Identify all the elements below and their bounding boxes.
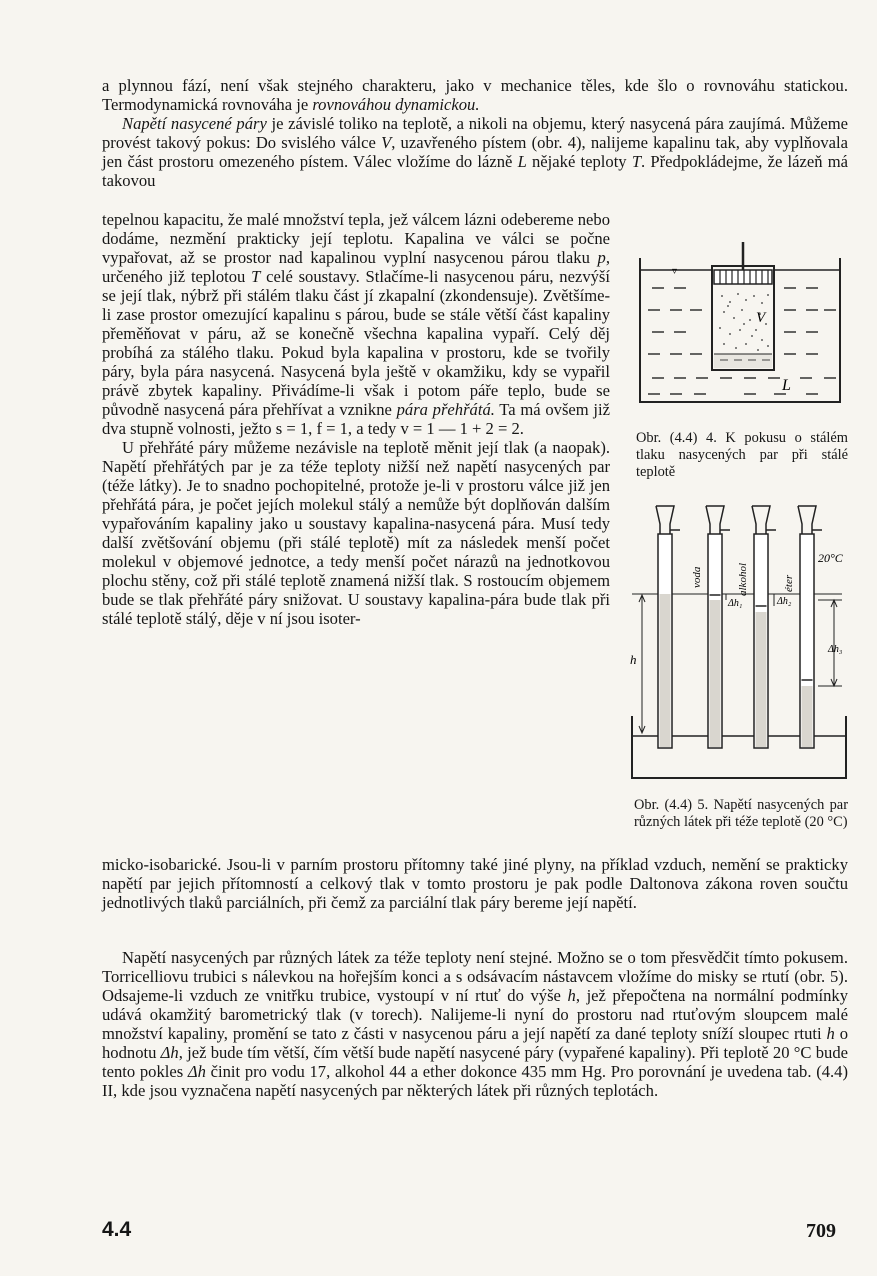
fig4-label-l: L: [782, 377, 791, 394]
fig5-label-alkohol: alkohol: [737, 563, 749, 596]
paragraph-2: tepelnou kapacitu, že malé množství tepla, jež válcem lázni odebereme nebo dodáme, nezmění prakticky její teplotu. Kapalina ve válci se počne vypařovat, až se prostor nad kapalinou vyplní nasycenou párou tlaku p, určeného již teplotou T celé soustavy. Stlačíme-li nasycenou páru, nezvýší se její tlak, nýbrž při stálém tlaku část jí zkapalní (zkondensuje). Zvětšíme-li zase prostor omezující kapalinu s párou, bude se stále větší část kapaliny přeměňovat v páru, až se konečně všechna kapalina vypaří. Celý děj probíhá za stálého tlaku. Pokud byla kapalina v prostoru, kde se tvořily páry, byla pára nasycená. Nasycená byla ještě v okamžiku, kdy se vypařil právě zbytek kapaliny. Přivádíme-li však i potom páře teplo, bude se původně nasycená pára přehřívat a vznikne pára přehřátá. Ta má ovšem již dva stupně volnosti, ježto s = 1, f = 1, a tedy v = 1 — 1 + 2 = 2. U přehřáté páry můžeme nezávisle na teplotě měnit její tlak (a naopak). Napětí přehřátých par je za téže teploty nižší než napětí nasycených par (téže látky). Je to snadno pochopitelné, protože je-li v prostoru válce již jen přehřátá pára, je počet jejích molekul stálý a nemůže být doplňován dalším vypařováním kapaliny jako u soustavy kapalina-nasycená pára. Musí tedy další zvětšování objemu (při stálé teplotě) mít za následek menší počet molekul v objemové jednotce, a tedy menší počet nárazů na jednotkovou plochu stěny, což při stálé teplotě znamená nižší tlak. S rostoucím objemem bude se tlak přehřáté páry snižovat. U soustavy kapalina-pára bude tlak při stálé teplotě stálý, děje v ní jsou isoter-: [102, 210, 610, 628]
fig5-label-dh1: Δh₁: [728, 598, 743, 609]
figure-5-torricelli-tubes: [628, 500, 850, 782]
paragraph-3-part-1: U přehřáté páry můžeme nezávisle na teplotě měnit její tlak (a naopak). Napětí přehřátých par je za téže teploty nižší než napětí nasycených par (téže látky). Je to snadno pochopitelné, protože je-li v prostoru válce již jen přehřátá pára, je počet jejích molekul stálý a nemůže být doplňován dalším vypařováním kapaliny jako u soustavy kapalina-nasycená pára. Musí tedy další zvětšování objemu (při stálé teplotě) mít za následek menší počet molekul v objemové jednotce, a tedy menší počet nárazů na jednotkovou plochu stěny, což při stálé teplotě znamená nižší tlak. S rostoucím objemem bude se tlak přehřáté páry snižovat. U soustavy kapalina-pára bude tlak při stálé teplotě stálý, děje v ní jsou isoter-: [102, 438, 610, 628]
fig5-label-eter: éter: [783, 574, 795, 592]
svg-text:▿: ▿: [672, 266, 678, 277]
page-number: 709: [806, 1220, 836, 1242]
fig5-label-h: h: [630, 652, 637, 667]
tube-1: [656, 506, 680, 748]
figure-4-caption: Obr. (4.4) 4. K pokusu o stálém tlaku nasycených par při stálé teplotě: [636, 430, 848, 480]
figure-4-cylinder-bath: [634, 240, 850, 410]
paragraph-3-part-2: micko-isobarické. Jsou-li v parním prostoru přítomny také jiné plyny, na příklad vzduch, nemění se prakticky napětí par jejich přítomností a celkový tlak v tomto prostoru je pak podle Daltonova zákona roven součtu jednotlivých tlaků parciálních, při čemž za parciální tlak páry bereme její napětí.: [102, 855, 848, 912]
fig4-label-v: V: [756, 310, 766, 326]
fig5-label-dh3: Δh₃: [828, 644, 843, 655]
tube-3-alkohol: [752, 506, 776, 748]
paragraph-4: Napětí nasycených par různých látek za téže teploty není stejné. Možno se o tom přesvědčit tímto pokusem. Torricelliovu trubici s nálevkou na hořejším konci a s odsávacím nástavcem vložíme do misky se rtutí (obr. 5). Odsajeme-li vzduch ze vnitřku trubice, vystoupí v ní rtuť do výše h, jež přepočtena na normální podmínky udává okamžitý barometrický tlak (v torech). Nalijeme-li nyní do prostoru nad rtuťovým sloupcem malé množství kapaliny, promění se tato z části v nasycenou páru a její napětí za dané teploty sníží sloupec rtuti h o hodnotu Δh, jež bude tím větší, čím větší bude napětí nasycené páry (vypařené kapaliny). Při teplotě 20 °C bude tento pokles Δh činit pro vodu 17, alkohol 44 a ether dokonce 435 mm Hg. Pro porovnání je uvedena tab. (4.4) II, kde jsou vyznačena napětí nasycených par některých látek při různých teplotách.: [102, 948, 849, 1100]
paragraph-1: a plynnou fází, není však stejného charakteru, jako v mechanice těles, kde šlo o rovnováhu statickou. Termodynamická rovnováha je rovnováhou dynamickou. Napětí nasycené páry je závislé toliko na teplotě, a nikoli na objemu, který nasycená pára zaujímá. Můžeme provést takový pokus: Do svislého válce V, uzavřeného pístem (obr. 4), nalijeme kapalinu tak, aby vyplňovala jen část prostoru omezeného pístem. Válec vložíme do lázně L nějaké teploty T. Předpokládejme, že lázeň má takovou: [102, 76, 848, 190]
section-number: 4.4: [102, 1218, 132, 1241]
fig5-label-dh2: Δh₂: [777, 596, 792, 607]
figure-5-caption: Obr. (4.4) 5. Napětí nasycených par různých látek při téže teplotě (20 °C): [634, 797, 848, 830]
tube-2-voda: [706, 506, 730, 748]
fig5-label-voda: voda: [691, 566, 703, 588]
tube-4-eter: [798, 506, 822, 748]
fig5-label-temperature: 20°C: [818, 551, 843, 565]
